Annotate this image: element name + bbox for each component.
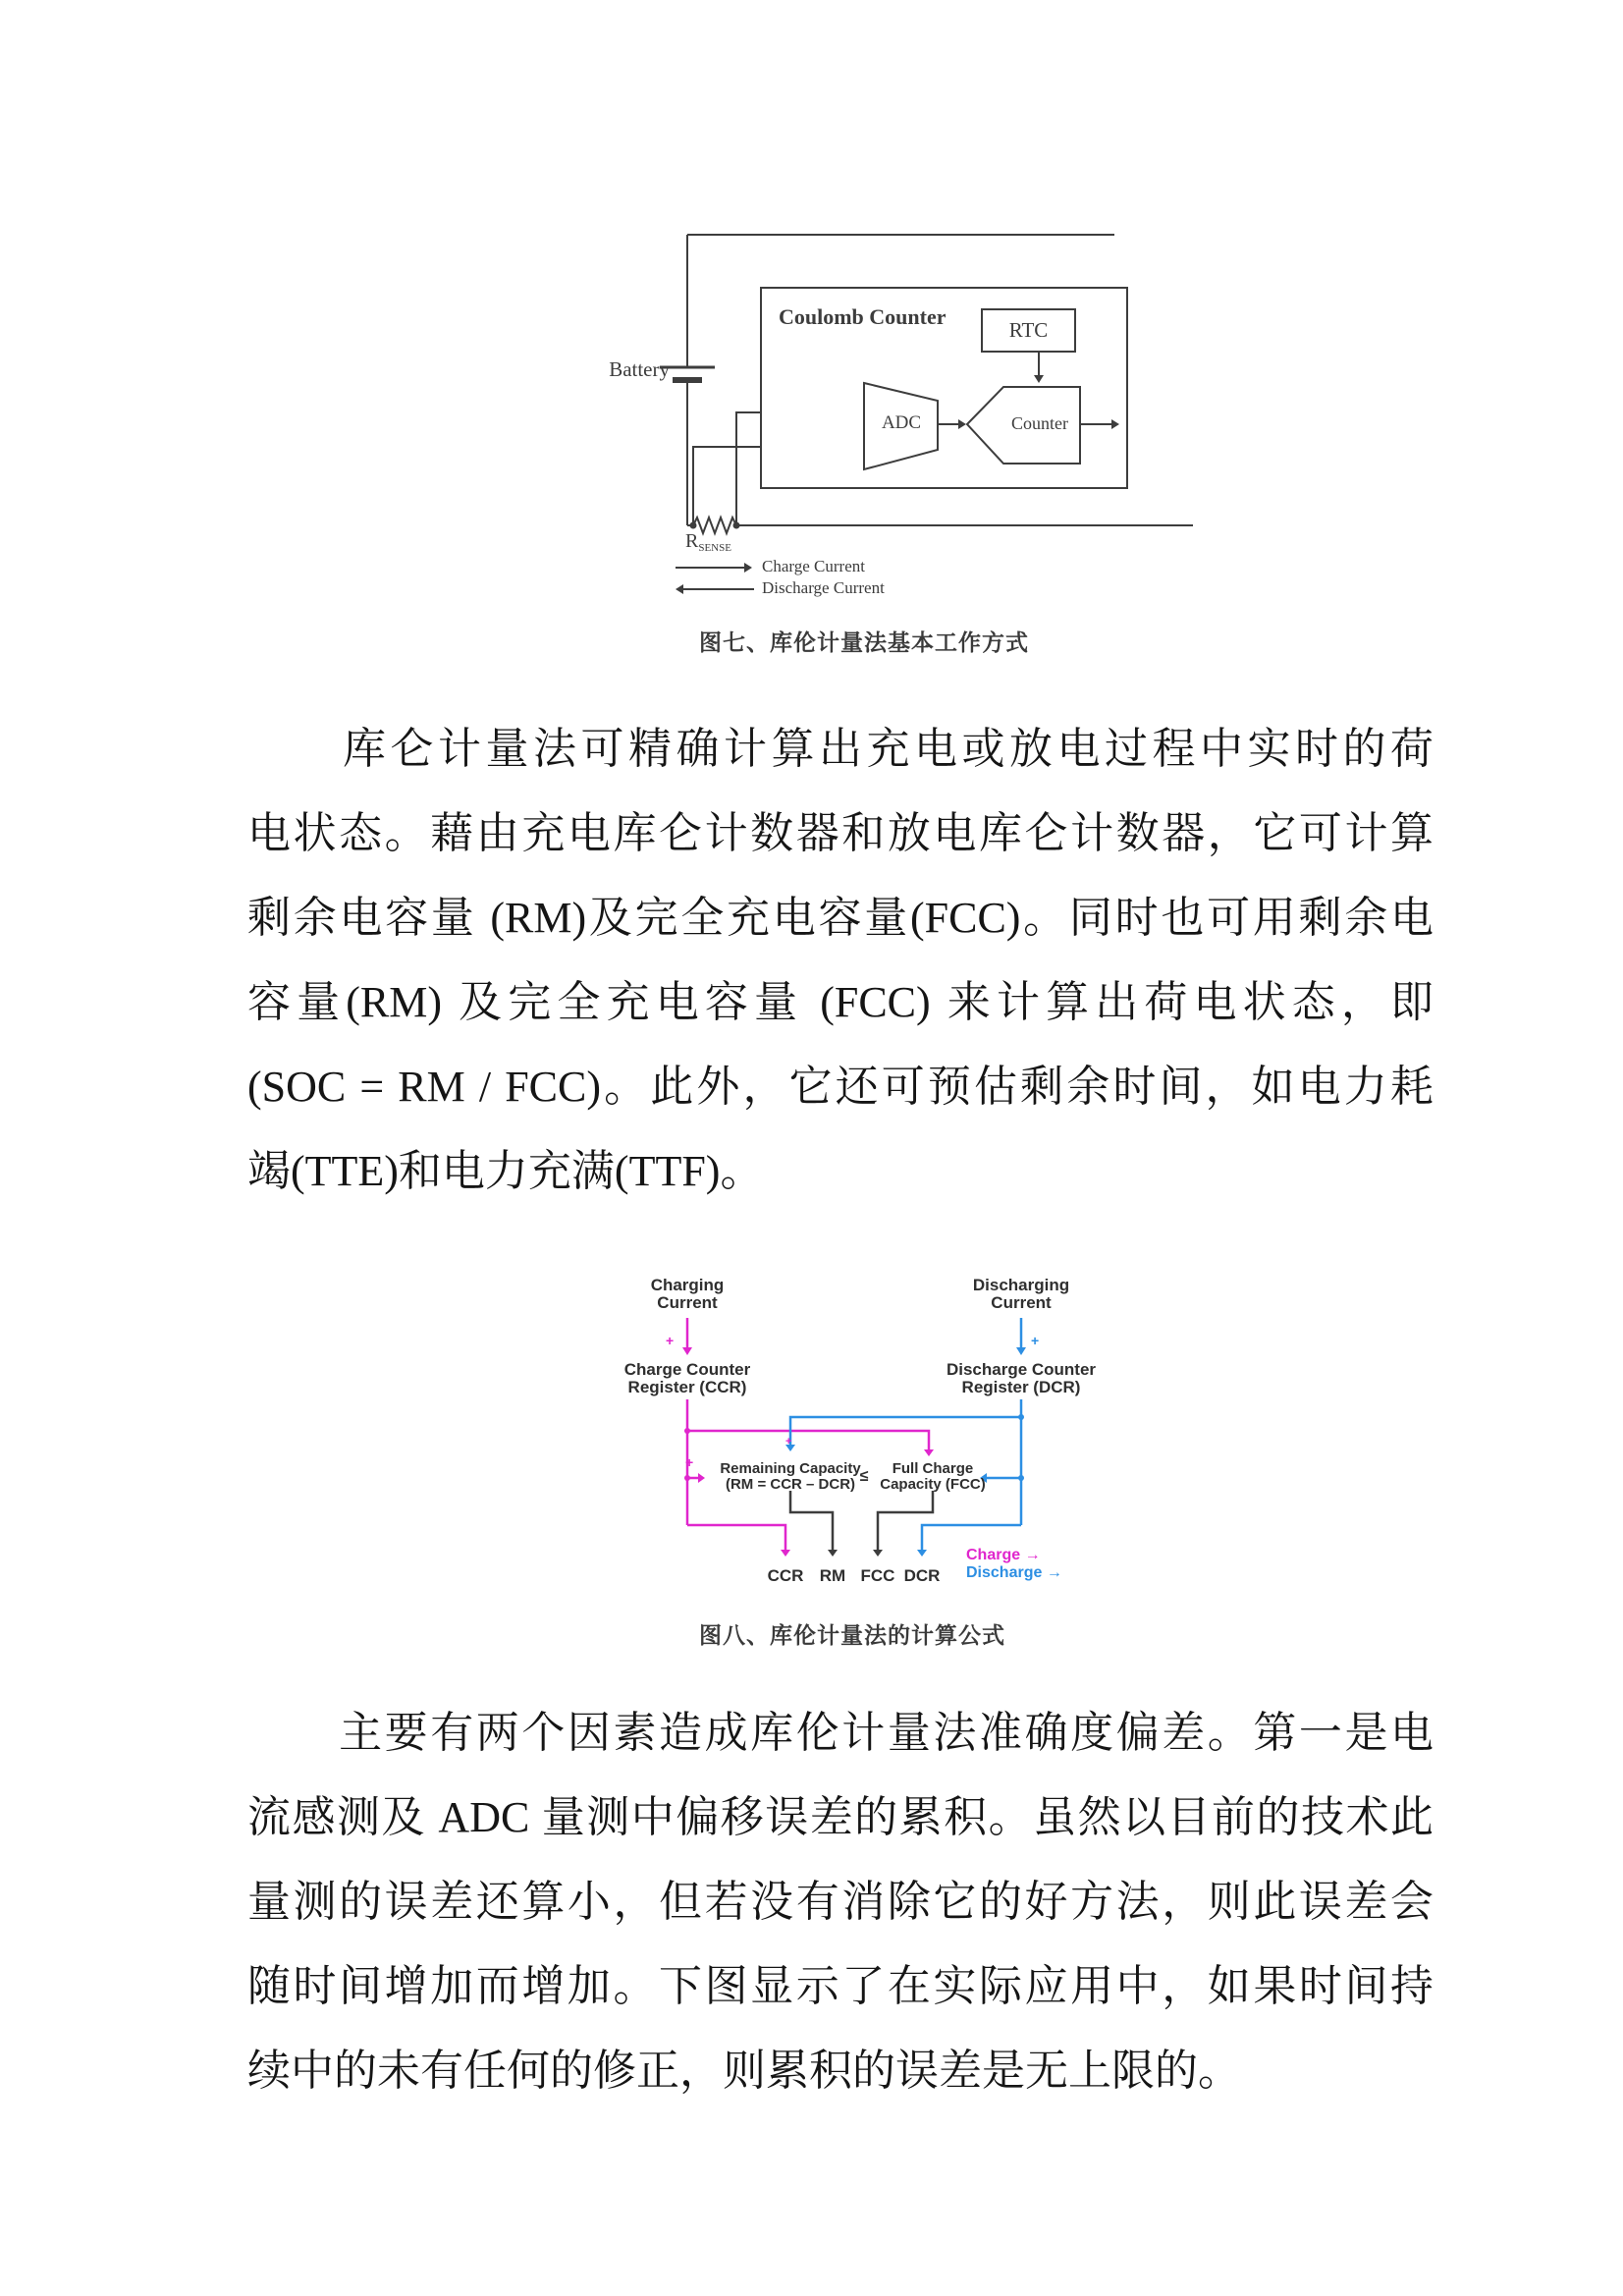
coulomb-counter-label: Coulomb Counter: [779, 304, 947, 329]
dcr-label-arrowhead: [917, 1550, 927, 1557]
battery-label: Battery: [609, 357, 670, 381]
legend-charge: Charge →: [966, 1547, 1041, 1563]
rm-bottom-label: RM: [819, 1566, 846, 1585]
dcr-node-2: [1018, 1475, 1024, 1481]
figure8-diagram: [550, 1267, 1100, 1591]
discharge-current-label: Discharge Current: [762, 578, 885, 597]
rm-label-arrowhead: [828, 1550, 838, 1557]
fcc-bottom-label: FCC: [860, 1566, 895, 1585]
charging-arrowhead: [682, 1347, 692, 1355]
charge-plus-sign: +: [666, 1333, 675, 1348]
paragraph-line: 库仑计量法可精确计算出充电或放电过程中实时的荷: [247, 725, 1434, 773]
dcr-register-line2: Register (DCR): [961, 1378, 1081, 1396]
remaining-capacity-line2: (RM = CCR – DCR): [725, 1476, 856, 1493]
rm-connector: [790, 1491, 833, 1550]
charge-current-label: Charge Current: [762, 557, 865, 575]
ccr-register-line2: Register (CCR): [627, 1378, 747, 1396]
charge-arrowhead: [744, 563, 752, 573]
discharge-plus-sign: +: [1031, 1333, 1040, 1348]
ccr-register-line1: Charge Counter: [623, 1360, 751, 1379]
charging-current-label: [619, 1277, 756, 1312]
ccr-to-fcc-wire: [687, 1431, 929, 1449]
dcr-bottom-label: DCR: [903, 1566, 941, 1585]
rm-plus-sign: +: [685, 1454, 694, 1470]
figure8-caption: 图八、库伦计量法的计算公式: [699, 1622, 1005, 1648]
rsense-main: R: [685, 530, 699, 552]
paragraph-line: (SOC = RM / FCC)。此外，它还可预估剩余时间，如电力耗: [247, 1063, 1434, 1111]
fcc-connector: [878, 1491, 933, 1550]
remaining-capacity-line1: Remaining Capacity: [720, 1460, 861, 1477]
fcc-label-arrowhead: [873, 1550, 883, 1557]
dcr-register-line1: Discharge Counter: [946, 1360, 1097, 1379]
discharging-current-label: [952, 1277, 1090, 1312]
ccr-node-2: [684, 1475, 690, 1481]
sense-node-left: [690, 522, 697, 529]
ccr-register-label: [599, 1361, 776, 1396]
discharging-arrowhead: [1016, 1347, 1026, 1355]
charging-current-line2: Current: [657, 1293, 718, 1312]
legend-discharge: Discharge →: [966, 1564, 1062, 1581]
full-charge-line2: Capacity (FCC): [880, 1476, 986, 1493]
paragraph-1: [247, 707, 1434, 1214]
fcc-top-arrowhead: [924, 1449, 934, 1456]
paragraph-line: 流感测及 ADC 量测中偏移误差的累积。虽然以目前的技术此: [247, 1793, 1434, 1841]
dcr-node-1: [1018, 1414, 1024, 1420]
rsense-label: [685, 530, 731, 554]
adc-label: ADC: [881, 412, 922, 433]
rm-top-plus-sign: +: [785, 1436, 792, 1448]
counter-label: Counter: [1011, 413, 1068, 433]
rtc-label: RTC: [1008, 318, 1049, 342]
paragraph-line: 量测的误差还算小，但若没有消除它的好方法，则此误差会: [247, 1878, 1434, 1926]
ccr-label-arrowhead: [781, 1550, 790, 1557]
lte-symbol: ≤: [859, 1468, 869, 1485]
sense-node-right: [733, 522, 740, 529]
paragraph-line: 主要有两个因素造成库伦计量法准确度偏差。第一是电: [247, 1709, 1434, 1757]
discharge-arrowhead: [676, 584, 683, 594]
ccr-bottom-wire: [687, 1525, 785, 1550]
discharging-current-line2: Current: [991, 1293, 1052, 1312]
paragraph-line: 随时间增加而增加。下图显示了在实际应用中，如果时间持: [247, 1962, 1434, 2010]
full-charge-line1: Full Charge: [892, 1460, 974, 1477]
paragraph-line: 容量(RM) 及完全充电容量 (FCC) 来计算出荷电状态，即: [247, 978, 1434, 1026]
ccr-bottom-label: CCR: [767, 1566, 804, 1585]
charging-current-line1: Charging: [650, 1276, 725, 1294]
figure7-caption: 图七、库伦计量法基本工作方式: [699, 629, 1029, 655]
paragraph-line: 竭(TTE)和电力充满(TTF)。: [247, 1147, 764, 1195]
paragraph-line: 电状态。藉由充电库仑计数器和放电库仑计数器，它可计算: [247, 809, 1434, 857]
ccr-node-1: [684, 1428, 690, 1434]
rsense-sub: SENSE: [698, 542, 731, 554]
paragraph-2: [247, 1691, 1434, 2113]
discharging-current-line1: Discharging: [972, 1276, 1070, 1294]
paragraph-line: 续中的未有任何的修正，则累积的误差是无上限的。: [247, 2047, 1241, 2095]
dcr-register-label: [933, 1361, 1109, 1396]
paragraph-line: 剩余电容量 (RM)及完全充电容量(FCC)。同时也可用剩余电: [247, 894, 1434, 942]
full-charge-capacity-label: [864, 1461, 1001, 1493]
